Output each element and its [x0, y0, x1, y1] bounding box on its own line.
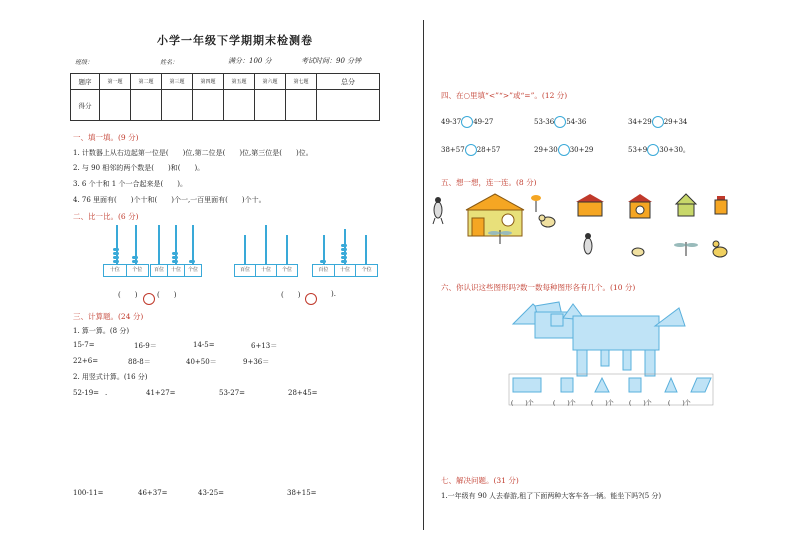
calc-item: 22+6=	[73, 357, 99, 365]
calc-item: 6+13＝	[251, 342, 278, 350]
vertical-calc: 52-19=	[73, 389, 100, 397]
legend-rectangle	[513, 378, 541, 392]
abacus-b	[150, 225, 202, 277]
full-score: 满分：100 分	[228, 57, 272, 65]
col-q1: 第一题	[100, 74, 131, 90]
expr-right: 28+57	[476, 146, 501, 154]
shape-count-5[interactable]: ( )个	[668, 400, 691, 407]
vertical-calc: 41+27=	[146, 389, 176, 397]
expr-right: 30+29	[569, 146, 594, 154]
section-3-heading: 三、计算题。(24 分)	[73, 312, 144, 321]
trailing-period: 。	[682, 146, 690, 154]
col-q3: 第三题	[162, 74, 193, 90]
vertical-calc: 100-11=	[73, 489, 104, 497]
house-window-icon	[628, 194, 652, 218]
shape-count-1[interactable]: ( )个	[511, 400, 534, 407]
house-orange-icon	[576, 194, 604, 216]
expr-right: 54-36	[566, 118, 587, 126]
dragonfly-icon	[488, 230, 512, 244]
abacus-label: 个位	[132, 267, 143, 273]
score-table	[70, 73, 380, 121]
expr-left: 53-36	[534, 118, 555, 126]
expr-left: 53+9	[628, 146, 648, 154]
vertical-calc: 28+45=	[288, 389, 318, 397]
calc-item: 9+36＝	[243, 358, 270, 366]
section-5-heading: 五、想一想，连一连。(8 分)	[441, 178, 537, 187]
row-head-score: 得分	[71, 90, 100, 121]
score-cell[interactable]	[224, 90, 255, 121]
compare-2-right[interactable]: ).	[331, 290, 336, 298]
cat-icon	[539, 215, 555, 227]
col-q2: 第二题	[131, 74, 162, 90]
compare-circle[interactable]	[461, 116, 473, 128]
abacus-c	[234, 225, 298, 277]
s1-q4: 4. 76 里面有( )个十和( )个一,一百里面有( )个十。	[73, 196, 266, 204]
compare-1-left[interactable]: ( )	[118, 291, 138, 299]
col-total: 总分	[317, 74, 380, 90]
compare-row-2b	[534, 144, 593, 156]
duck-icon	[713, 241, 727, 257]
section-4-heading: 四、在○里填“<”“>”或“=”。(12 分)	[441, 91, 568, 100]
shape-animal-figure	[505, 296, 715, 408]
vertical-calc: 38+15=	[287, 489, 317, 497]
class-label: 班级：	[75, 59, 94, 66]
score-cell[interactable]	[193, 90, 224, 121]
column-divider	[423, 20, 424, 530]
exam-time: 考试时间：90 分钟	[301, 57, 362, 65]
abacus-label: 百位	[151, 265, 168, 276]
abacus-label: 个位	[187, 267, 198, 273]
s1-q3: 3. 6 个十和 1 个一合起来是( )。	[73, 180, 187, 188]
abacus-a	[103, 225, 149, 277]
compare-1-circle[interactable]	[143, 288, 155, 307]
rectangle-shape	[577, 350, 587, 376]
dragonfly-small-icon	[674, 242, 698, 256]
score-cell[interactable]	[286, 90, 317, 121]
legend-triangle-2	[665, 378, 677, 392]
calc-item: 88-8＝	[128, 358, 151, 366]
vertical-calc: 46+37=	[138, 489, 168, 497]
lamp-icon	[531, 195, 541, 212]
s1-q2: 2. 与 90 相邻的两个数是( )和( )。	[73, 164, 205, 172]
square-shape	[551, 314, 563, 326]
expr-right: 30+30	[659, 146, 683, 154]
s3-sub2: 2. 用竖式计算。(16 分)	[73, 373, 148, 381]
s7-q1: 1.一年级有 90 人去春游,租了下面两种大客车各一辆。能坐下吗?(5 分)	[441, 492, 662, 500]
exam-title: 小学一年级下学期期末检测卷	[157, 34, 313, 47]
expr-right: 29+34	[663, 118, 688, 126]
calc-item: 16-9＝	[134, 342, 157, 350]
compare-circle[interactable]	[647, 144, 659, 156]
section-1-heading: 一、填一填。(9 分)	[73, 133, 139, 142]
cat-small-icon	[632, 248, 644, 256]
calc-item: 15-7=	[73, 341, 95, 349]
abacus-label: 百位	[235, 265, 256, 276]
shape-count-2[interactable]: ( )个	[553, 400, 576, 407]
house-green-icon	[676, 194, 696, 216]
legend-square	[561, 378, 573, 392]
vertical-calc: 53-27=	[219, 389, 246, 397]
legend-triangle	[595, 378, 609, 392]
expr-left: 49-37	[441, 118, 462, 126]
abacus-label: 个位	[361, 267, 372, 273]
score-cell[interactable]	[255, 90, 286, 121]
abacus-label: 百位	[313, 265, 335, 276]
compare-1-right[interactable]: ( )	[157, 291, 177, 299]
compare-row-1b	[534, 116, 586, 128]
abacus-label: 十位	[335, 265, 357, 276]
col-q6: 第六题	[255, 74, 286, 90]
rectangle-shape	[573, 316, 659, 350]
rectangle-shape	[601, 350, 609, 366]
score-cell[interactable]	[131, 90, 162, 121]
compare-circle[interactable]	[558, 144, 570, 156]
shape-count-4[interactable]: ( )个	[629, 400, 652, 407]
expr-left: 34+29	[628, 118, 652, 126]
section-2-heading: 二、比一比。(6 分)	[73, 212, 139, 221]
score-cell[interactable]	[162, 90, 193, 121]
legend-square-2	[629, 378, 641, 392]
expr-left: 38+57	[441, 146, 465, 154]
section-6-heading: 六、你认识这些图形吗?数一数每种图形各有几个。(10 分)	[441, 283, 636, 292]
score-cell[interactable]	[100, 90, 131, 121]
abacus-label: 十位	[168, 265, 185, 276]
col-q5: 第五题	[224, 74, 255, 90]
compare-row-1c	[628, 116, 687, 128]
compare-row-1	[441, 116, 493, 128]
s3-sub1: 1. 算一算。(8 分)	[73, 327, 130, 335]
compare-circle[interactable]	[652, 116, 664, 128]
compare-2-left[interactable]: ( )	[281, 291, 301, 299]
compare-circle[interactable]	[554, 116, 566, 128]
rectangle-shape	[645, 350, 655, 376]
compare-circle[interactable]	[465, 144, 477, 156]
stray-dot: .	[105, 389, 108, 397]
section-7-heading: 七、解决问题。(31 分)	[441, 476, 519, 485]
house-flat-icon	[715, 196, 727, 214]
compare-2-circle[interactable]	[305, 288, 317, 307]
abacus-label: 十位	[104, 265, 127, 276]
compare-row-2c	[628, 144, 690, 156]
dog-small-icon	[584, 233, 592, 254]
legend-parallelogram	[691, 378, 711, 392]
abacus-d	[312, 225, 378, 277]
s1-q1: 1. 计数器上从右边起第一位是( )位,第二位是( )位,第三位是( )位。	[73, 149, 313, 157]
dog-icon	[433, 197, 443, 224]
score-cell-total[interactable]	[317, 90, 380, 121]
big-house-icon	[466, 194, 524, 236]
shape-count-3[interactable]: ( )个	[591, 400, 614, 407]
abacus-label: 十位	[256, 265, 277, 276]
vertical-calc: 43-25=	[198, 489, 225, 497]
row-head-question: 题序	[71, 74, 100, 90]
abacus-label: 个位	[281, 267, 292, 273]
matching-pictures	[428, 188, 728, 268]
expr-right: 49-27	[473, 118, 494, 126]
rectangle-shape	[623, 350, 631, 370]
name-label: 姓名：	[160, 59, 179, 66]
compare-row-2	[441, 144, 500, 156]
col-q4: 第四题	[193, 74, 224, 90]
col-q7: 第七题	[286, 74, 317, 90]
calc-item: 14-5=	[193, 341, 215, 349]
expr-left: 29+30	[534, 146, 558, 154]
calc-item: 40+50＝	[186, 358, 217, 366]
